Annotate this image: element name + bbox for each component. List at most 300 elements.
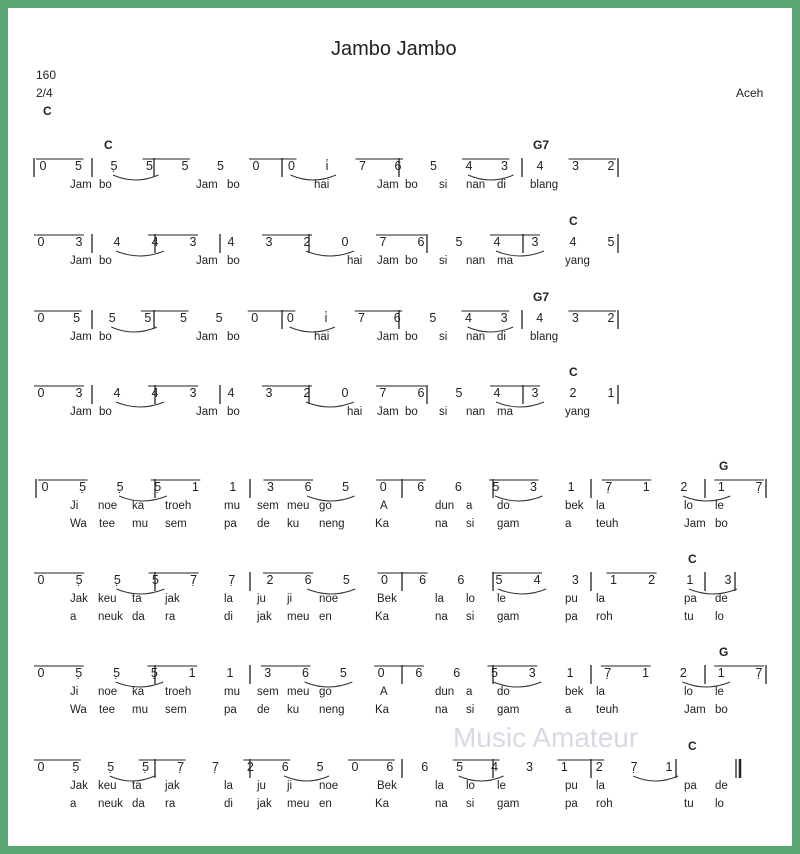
note-digit: 5 [217,159,224,173]
note-digit: 4 [493,386,501,400]
lyric-syllable: hai [347,406,363,418]
lyric-syllable: si [466,704,475,716]
note-digit: 1 [567,480,575,494]
note-digit: 5 [490,666,498,680]
lyric-syllable: nan [466,406,486,418]
note-digit: 4 [465,159,473,173]
note-digit: 7̣ [755,666,763,680]
note-digit: 0 [351,760,359,774]
note-digit: 0 [286,311,294,325]
lyric-syllable: Jam [70,179,92,191]
lyric-syllable: bo [227,331,240,343]
note-digit: 1 [642,666,650,680]
lyric-syllable: la [596,593,605,605]
lyric-syllable: jak [257,798,272,810]
note-digit: 0 [37,235,45,249]
lyric-syllable: en [319,798,332,810]
note-digit: 3 [571,311,579,325]
lyric-syllable: do [497,500,510,512]
note-digit: 6 [417,235,425,249]
lyric-syllable: neng [319,518,345,530]
lyric-syllable: neuk [98,611,123,623]
note-digit: 5̣ [107,760,115,774]
note-digit: 5 [429,311,437,325]
note-digit: 5 [144,311,152,325]
lyric-syllable: ka [132,500,145,512]
note-digit: 5 [339,666,347,680]
note-digit: 5̣ [150,666,158,680]
lyric-syllable: si [466,798,475,810]
lyric-syllable: Jam [377,406,399,418]
lyric-syllable: gam [497,611,520,623]
note-digit: 2 [607,311,615,325]
note-digit: 5̣ [116,480,124,494]
lyric-syllable: neuk [98,798,123,810]
tempo-label: 160 [36,68,57,82]
note-digit: 6 [415,666,423,680]
lyric-syllable: ma [497,255,513,267]
song-title: Jambo Jambo [331,38,457,60]
lyric-syllable: de [715,780,728,792]
note-digit: 6 [386,760,394,774]
lyric-syllable: pa [565,798,578,810]
lyric-syllable: pa [684,593,697,605]
lyric-syllable: na [435,518,448,530]
note-digit: 4 [465,311,472,325]
lyric-syllable: tee [99,518,115,530]
lyric-syllable: di [497,179,506,191]
lyric-syllable: ra [165,798,176,810]
note-digit: 3 [75,386,83,400]
lyric-syllable: Ka [375,798,390,810]
lyric-syllable: bo [99,179,112,191]
note-digit: 4 [113,235,121,249]
lyric-syllable: pu [565,593,578,605]
note-digit: 5̣ [110,159,118,173]
chord-symbol: C [688,552,697,566]
chord-symbol: G7 [533,138,550,152]
lyric-syllable: gam [497,518,520,530]
lyric-syllable: a [565,704,572,716]
note-digit: 1 [560,760,568,774]
lyric-syllable: Wa [70,518,87,530]
lyric-syllable: nan [466,179,486,191]
lyric-syllable: Jak [70,593,88,605]
watermark-text: Music Amateur [453,722,639,753]
note-digit: 3 [265,235,273,249]
note-digit: 4 [536,311,544,325]
lyric-syllable: neng [319,704,345,716]
note-digit: 6 [302,666,309,680]
lyric-syllable: mu [132,518,148,530]
note-digit: 3 [571,573,579,587]
lyric-syllable: yang [565,255,590,267]
lyric-syllable: le [497,593,506,605]
lyric-syllable: Ji [70,500,79,512]
note-digit: 3 [531,386,539,400]
lyric-syllable: Jam [377,255,399,267]
note-digit: 6 [393,311,401,325]
note-digit: 3 [531,235,539,249]
lyric-syllable: Jam [70,331,92,343]
lyric-syllable: si [466,518,475,530]
lyric-syllable: lo [466,780,475,792]
lyric-syllable: dun [435,686,455,698]
lyric-syllable: bo [405,406,418,418]
note-digit: 5 [215,311,223,325]
lyric-syllable: Jam [377,331,399,343]
note-digit: 5 [316,760,324,774]
note-digit: 6 [419,573,427,587]
lyric-syllable: blang [530,179,559,191]
lyric-syllable: Jam [196,406,218,418]
note-digit: 6 [304,480,312,494]
note-digit: 4 [151,386,159,400]
lyric-syllable: ji [287,780,293,792]
note-digit: 5 [75,159,82,173]
lyric-syllable: nan [466,331,486,343]
lyric-syllable: Jak [70,780,88,792]
note-digit: 1 [191,480,199,494]
note-digit: 7 [358,311,366,325]
lyric-syllable: Bek [377,780,397,792]
note-digit: i̇ [325,159,329,173]
lyric-syllable: la [596,686,605,698]
note-digit: 5 [73,311,81,325]
lyric-syllable: bek [565,500,584,512]
note-digit: 1 [717,666,725,680]
lyric-syllable: Jam [684,704,706,716]
lyric-syllable: hai [314,331,330,343]
note-digit: 7̣ [605,480,613,494]
lyric-syllable: meu [287,798,310,810]
note-digit: 5 [456,760,464,774]
note-digit: 1 [607,386,615,400]
lyric-syllable: sem [165,518,187,530]
note-digit: 6 [304,573,312,587]
note-digit: 7 [359,159,366,173]
note-digit: 0 [37,386,45,400]
note-digit: 5 [342,480,350,494]
note-digit: 7̣ [630,760,638,774]
note-digit: 6 [417,386,425,400]
note-digit: 5̣ [152,573,159,587]
lyric-syllable: de [257,518,270,530]
lyric-syllable: troeh [165,500,192,512]
note-digit: 3 [501,159,508,173]
lyric-syllable: bek [565,686,584,698]
note-digit: 0 [251,311,259,325]
lyric-syllable: A [380,500,388,512]
note-digit: 1 [686,573,694,587]
note-digit: 6 [421,760,429,774]
note-digit: 5̣ [72,760,80,774]
lyric-syllable: go [319,686,332,698]
note-digit: 5 [607,235,615,249]
chord-symbol: C [688,739,697,753]
note-digit: 3 [525,760,533,774]
note-digit: 3 [530,480,537,494]
note-digit: 7̣ [228,573,236,587]
lyric-syllable: na [435,704,448,716]
lyric-syllable: na [435,798,448,810]
note-digit: 5 [455,235,463,249]
lyric-syllable: Jam [70,406,92,418]
lyric-syllable: bo [227,179,240,191]
lyric-syllable: le [497,780,506,792]
lyric-syllable: di [497,331,506,343]
lyric-syllable: a [466,500,473,512]
note-digit: 0 [37,760,45,774]
note-digit: 5 [455,386,463,400]
lyric-syllable: ma [497,406,513,418]
meter-label: 2/4 [36,86,53,100]
note-digit: 1 [566,666,574,680]
note-digit: 7 [379,386,387,400]
lyric-syllable: si [439,179,448,191]
note-digit: 4 [227,235,235,249]
note-digit: 0 [252,159,260,173]
lyric-syllable: pa [684,780,697,792]
lyric-syllable: ku [287,518,300,530]
note-digit: 4 [113,386,121,400]
note-digit: 4 [151,235,159,249]
note-digit: 4 [493,235,501,249]
lyric-syllable: a [565,518,572,530]
lyric-syllable: keu [98,593,117,605]
note-digit: 5̣ [154,480,162,494]
note-digit: 2 [569,386,577,400]
lyric-syllable: pu [565,780,578,792]
note-digit: 3 [266,480,274,494]
note-digit: 2 [679,666,687,680]
lyric-syllable: meu [287,500,310,512]
note-digit: 5̣ [142,760,150,774]
note-digit: 3 [500,311,508,325]
lyric-syllable: sem [257,686,279,698]
lyric-syllable: si [439,255,448,267]
lyric-syllable: tu [684,798,694,810]
note-digit: 3 [528,666,536,680]
note-digit: 5̣ [75,666,83,680]
note-digit: 2 [303,386,311,400]
music-sheet [8,8,792,846]
lyric-syllable: mu [224,686,240,698]
lyric-syllable: gam [497,704,520,716]
lyric-syllable: bo [99,406,112,418]
note-digit: 5 [181,159,189,173]
lyric-syllable: noe [319,780,339,792]
lyric-syllable: Ka [375,704,390,716]
lyric-syllable: Ka [375,611,390,623]
lyric-syllable: meu [287,686,310,698]
lyric-syllable: tu [684,611,694,623]
note-digit: 5 [180,311,187,325]
note-digit: 5̣ [79,480,87,494]
lyric-syllable: Ka [375,518,390,530]
lyric-syllable: sem [257,500,279,512]
note-digit: 6 [417,480,425,494]
note-digit: 0 [39,159,47,173]
note-digit: 2 [595,760,603,774]
lyric-syllable: lo [715,611,724,623]
lyric-syllable: ji [287,593,293,605]
note-digit: 7̣ [211,760,219,774]
lyric-syllable: da [132,798,145,810]
note-digit: 3 [724,573,732,587]
note-digit: 7̣ [177,760,185,774]
lyric-syllable: roh [596,611,613,623]
lyric-syllable: bo [405,179,418,191]
lyric-syllable: noe [319,593,339,605]
note-digit: 1 [642,480,650,494]
note-digit: 3 [189,235,197,249]
origin-label: Aceh [736,86,764,100]
lyric-syllable: pa [565,611,578,623]
note-digit: 2 [607,159,615,173]
lyric-syllable: ju [257,593,266,605]
lyric-syllable: gam [497,798,520,810]
note-digit: 0 [379,480,387,494]
note-digit: 2 [303,235,311,249]
lyric-syllable: si [439,331,448,343]
lyric-syllable: roh [596,798,613,810]
lyric-syllable: hai [347,255,363,267]
lyric-syllable: ta [132,593,142,605]
lyric-syllable: jak [165,780,180,792]
lyric-syllable: pa [224,704,237,716]
lyric-syllable: bo [99,331,112,343]
lyric-syllable: en [319,611,332,623]
note-digit: 1 [226,666,234,680]
lyric-syllable: Ji [70,686,79,698]
note-digit: 5 [430,159,437,173]
note-digit: 4 [227,386,235,400]
lyric-syllable: ta [132,780,142,792]
lyric-syllable: ju [257,780,266,792]
note-digit: 5 [146,159,153,173]
lyric-syllable: a [70,798,77,810]
lyric-syllable: Wa [70,704,87,716]
note-digit: 7̣ [755,480,763,494]
note-digit: 6 [453,666,461,680]
note-digit: 1 [717,480,725,494]
lyric-syllable: dun [435,500,455,512]
note-digit: 1 [188,666,196,680]
note-digit: 5̣ [75,573,83,587]
lyric-syllable: de [715,593,728,605]
note-digit: 5 [495,573,503,587]
chord-symbol: G7 [533,290,550,304]
key-label: C [43,104,52,118]
lyric-syllable: keu [98,780,117,792]
note-digit: 1 [229,480,237,494]
chord-symbol: G [719,459,729,473]
lyric-syllable: bo [715,704,728,716]
lyric-syllable: da [132,611,145,623]
lyric-syllable: le [715,686,724,698]
lyric-syllable: bo [715,518,728,530]
lyric-syllable: jak [165,593,180,605]
lyric-syllable: teuh [596,518,619,530]
note-digit: 3 [189,386,197,400]
note-digit: 6 [454,480,462,494]
note-digit: 0 [341,235,349,249]
note-digit: 0 [377,666,385,680]
lyric-syllable: noe [98,686,118,698]
note-digit: 7 [379,235,387,249]
lyric-syllable: na [435,611,448,623]
lyric-syllable: si [466,611,475,623]
note-digit: 6 [394,159,402,173]
lyric-syllable: a [70,611,77,623]
note-digit: 5 [342,573,350,587]
lyric-syllable: bo [405,331,418,343]
lyric-syllable: Jam [196,331,218,343]
lyric-syllable: mu [224,500,240,512]
chord-symbol: C [104,138,113,152]
lyric-syllable: ra [165,611,176,623]
note-digit: 5 [492,480,500,494]
lyric-syllable: Jam [684,518,706,530]
note-digit: i̇ [324,311,328,325]
lyric-syllable: a [466,686,473,698]
lyric-syllable: Jam [196,179,218,191]
note-digit: 4 [569,235,577,249]
lyric-syllable: di [224,798,233,810]
lyric-syllable: bo [405,255,418,267]
lyric-syllable: Jam [196,255,218,267]
lyric-syllable: hai [314,179,330,191]
lyric-syllable: blang [530,331,559,343]
lyric-syllable: ku [287,704,300,716]
lyric-syllable: bo [99,255,112,267]
chord-symbol: G [719,645,729,659]
lyric-syllable: noe [98,500,118,512]
lyric-syllable: la [596,780,605,792]
lyric-syllable: meu [287,611,310,623]
note-digit: 1 [610,573,617,587]
lyric-syllable: Jam [377,179,399,191]
note-digit: 4 [536,159,544,173]
lyric-syllable: Jam [70,255,92,267]
lyric-syllable: si [439,406,448,418]
lyric-syllable: ka [132,686,145,698]
lyric-syllable: lo [684,500,693,512]
lyric-syllable: Bek [377,593,397,605]
note-digit: 5 [108,311,116,325]
note-digit: 7̣ [604,666,612,680]
lyric-syllable: la [435,780,444,792]
lyric-syllable: pa [224,518,237,530]
note-digit: 4 [533,573,541,587]
note-digit: 2 [648,573,656,587]
lyric-syllable: bo [227,406,240,418]
lyric-syllable: de [257,704,270,716]
lyric-syllable: lo [466,593,475,605]
note-digit: 3 [572,159,579,173]
note-digit: 6 [457,573,465,587]
lyric-syllable: le [715,500,724,512]
note-digit: 5̣ [113,666,121,680]
note-digit: 0 [341,386,349,400]
note-digit: 2 [246,760,254,774]
lyric-syllable: jak [257,611,272,623]
lyric-syllable: nan [466,255,486,267]
lyric-syllable: yang [565,406,590,418]
chord-symbol: C [569,365,578,379]
lyric-syllable: troeh [165,686,192,698]
